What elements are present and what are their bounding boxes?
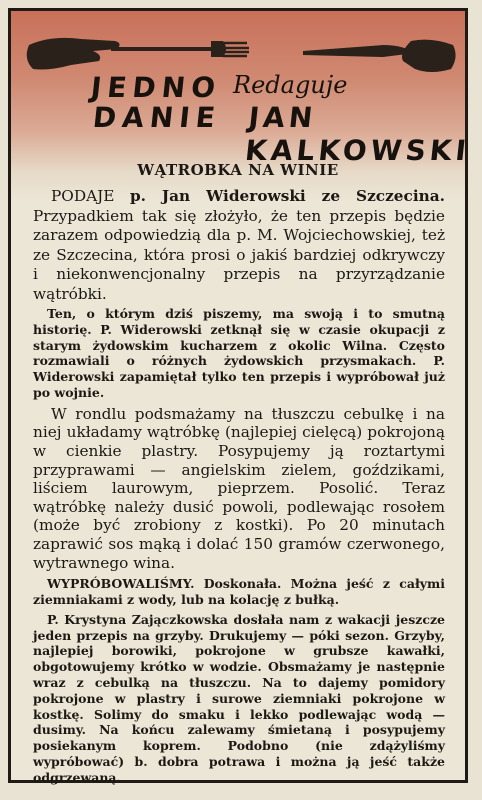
article-body [33, 187, 445, 789]
recipe-paragraph: W rondlu podsmażamy na tłuszczu cebulkę i na niej układamy wątróbkę (najlepiej cielęcą) pokrojoną w cienkie plastry. Posypujemy ją roztartymi przyprawami — angielskim zielem, goździkami, liściem laurowym, pieprzem. Posolić. Teraz wątróbkę należy dusić powoli, podlewając rosołem (może być zrobiony z kostki). Po 20 minutach zaprawić sos mąką i dolać 150 gramów czerwonego, wytrawnego wina. [33, 404, 445, 572]
header-line-danie: DANIE [91, 101, 223, 134]
column-frame [8, 8, 472, 785]
left-hand-icon [27, 38, 120, 70]
lead-prefix: PODAJE [51, 187, 130, 205]
header-redaguje: Redaguje [233, 71, 348, 99]
lead-author: p. Jan Widerowski ze Szczecina. [129, 187, 445, 205]
second-text: dosłała nam z wakacji jeszcze jeden przepis na grzyby. Drukujemy — póki sezon. Grzyby, najlepiej borowiki, pokrojone w grubsze kawałki, obgotowujemy krótko w wodzie. Obsmażamy je następnie wraz z cebulką na tłuszczu. Na to dajemy pomidory pokrojone w plastry i surowe ziemniaki pokrojone w kostkę. Solimy do smaku i lekko podlewając wodą — dusimy. Na końcu zalewamy śmietaną i posypujemy posiekanym koprem. Podobno (nie zdążyliśmy wypróbować) b. dobra potrawa i można ją jeść także odgrzewaną. [33, 611, 445, 785]
right-hand-icon [402, 40, 456, 72]
second-author: P. Krystyna Zajączkowska [47, 611, 228, 627]
history-paragraph: Ten, o którym dziś piszemy, ma swoją i to smutną historię. P. Widerowski zetknął się w czasie okupacji z starym żydowskim kucharzem z okolic Wilna. Często rozmawiali o różnych żydowskich przysmakach. P. Widerowski zapamiętał tylko ten przepis i wypróbował już po wojnie. [33, 306, 445, 400]
tested-paragraph: WYPRÓBOWALIŚMY. Doskonała. Można jeść z całymi ziemniakami z wody, lub na kolację z bułką. [33, 576, 445, 607]
second-recipe-paragraph [33, 612, 445, 786]
header-line-jedno: JEDNO [89, 71, 223, 104]
lead-text: Przypadkiem tak się złożyło, że ten przepis będzie zarazem odpowiedzią dla p. M. Wojciechowskiej, też ze Szczecina, która prosi o jakiś bardziej odkrywczy i niekonwencjonalny przepis na przyrządzanie wątróbki. [33, 206, 445, 303]
column-header [11, 11, 472, 167]
article-title: WĄTROBKA NA WINIE [137, 161, 339, 179]
lead-paragraph [33, 187, 445, 304]
knife-blade [303, 45, 415, 57]
header-editor-name: JAN KALKOWSKI [243, 101, 472, 167]
